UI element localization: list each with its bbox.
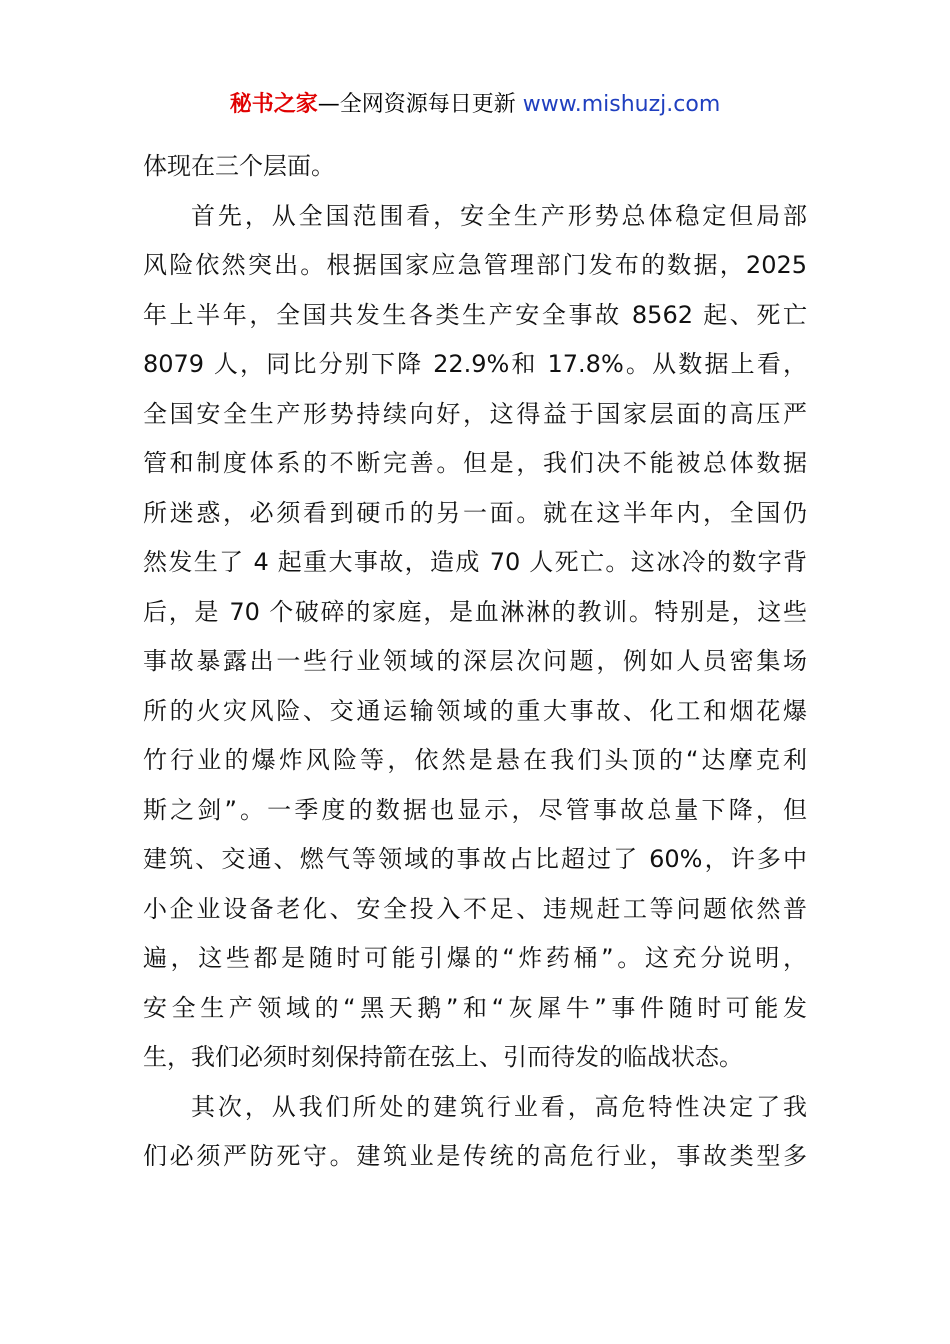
paragraph-line: 事故暴露出一些行业领域的深层次问题，例如人员密集场 bbox=[143, 647, 807, 675]
paragraph-line: 所的火灾风险、交通运输领域的重大事故、化工和烟花爆 bbox=[143, 696, 807, 725]
paragraph-line: 建筑、交通、燃气等领域的事故占比超过了 60%，许多中 bbox=[143, 845, 807, 873]
paragraph-line: 安全生产领域的“黑天鹅”和“灰犀牛”事件随时可能发 bbox=[143, 993, 807, 1022]
paragraph-line: 生，我们必须时刻保持箭在弦上、引而待发的临战状态。 bbox=[143, 1043, 743, 1071]
page-header bbox=[0, 88, 950, 122]
paragraph-line: 全国安全生产形势持续向好，这得益于国家层面的高压严 bbox=[143, 399, 807, 428]
paragraph-line: 首先，从全国范围看，安全生产形势总体稳定但局部 bbox=[191, 201, 807, 230]
paragraph-line: 然发生了 4 起重大事故，造成 70 人死亡。这冰冷的数字背 bbox=[143, 548, 807, 576]
header-url-link[interactable]: www.mishuzj.com bbox=[522, 92, 721, 117]
paragraph-line: 管和制度体系的不断完善。但是，我们决不能被总体数据 bbox=[143, 449, 807, 477]
paragraph-line: 体现在三个层面。 bbox=[143, 152, 335, 180]
header-brand: 秘书之家 bbox=[229, 92, 318, 117]
paragraph-line: 斯之剑”。一季度的数据也显示，尽管事故总量下降，但 bbox=[143, 795, 807, 824]
paragraph-line: 8079 人，同比分别下降 22.9%和 17.8%。从数据上看， bbox=[143, 350, 807, 378]
paragraph-line: 其次，从我们所处的建筑行业看，高危特性决定了我 bbox=[191, 1092, 807, 1121]
paragraph-line: 后，是 70 个破碎的家庭，是血淋淋的教训。特别是，这些 bbox=[143, 597, 807, 626]
document-body bbox=[143, 142, 807, 1182]
paragraph-line: 们必须严防死守。建筑业是传统的高危行业，事故类型多 bbox=[143, 1142, 807, 1170]
paragraph-line: 风险依然突出。根据国家应急管理部门发布的数据，2025 bbox=[143, 251, 807, 279]
paragraph-line: 竹行业的爆炸风险等，依然是悬在我们头顶的“达摩克利 bbox=[143, 746, 807, 774]
header-tagline: —全网资源每日更新 bbox=[317, 92, 516, 117]
paragraph-line: 年上半年，全国共发生各类生产安全事故 8562 起、死亡 bbox=[143, 300, 807, 329]
paragraph-line: 所迷惑，必须看到硬币的另一面。就在这半年内，全国仍 bbox=[143, 498, 807, 527]
paragraph-line: 小企业设备老化、安全投入不足、违规赶工等问题依然普 bbox=[143, 894, 807, 923]
paragraph-line: 遍，这些都是随时可能引爆的“炸药桶”。这充分说明， bbox=[143, 944, 807, 972]
